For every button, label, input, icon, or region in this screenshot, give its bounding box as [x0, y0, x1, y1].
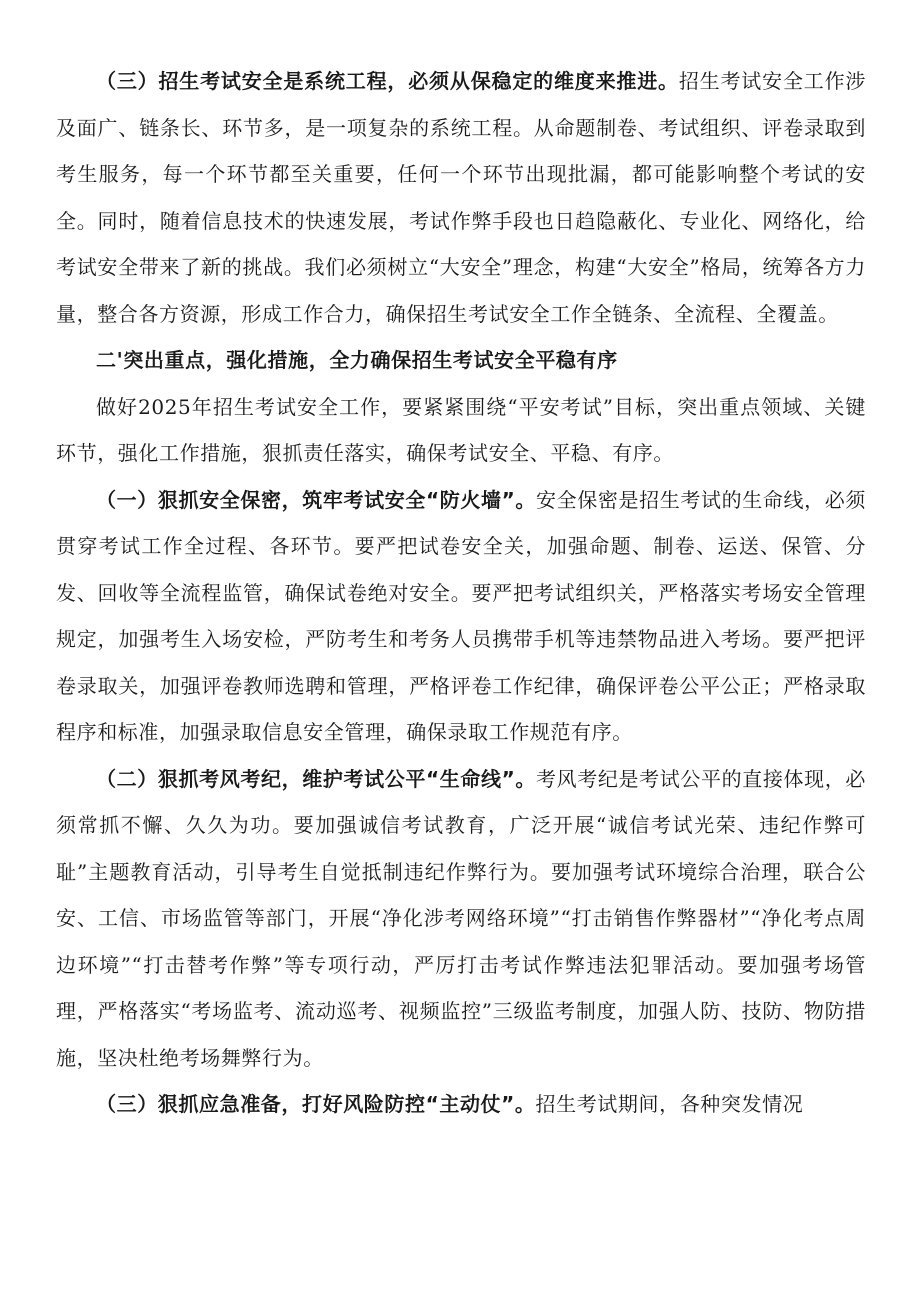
paragraph-lead: （二）狠抓考风考纪，维护考试公平“生命线”。 — [96, 766, 537, 791]
paragraph-lead: （三）狠抓应急准备，打好风险防控“主动仗”。 — [96, 1092, 536, 1116]
paragraph-body: 考风考纪是考试公平的直接体现，必须常抓不懈、久久为功。要加强诚信考试教育，广泛开展“诚信考试光荣、违纪作弊可耻”主题教育活动，引导考生自觉抵制违纪作弊行为。要加强考试环境综合治理，联合公安、工信、市场监管等部门，开展“净化涉考网络环境”“打击销售作弊器材”“净化考点周边环境”“打击替考作弊”等专项行动，严厉打击考试作弊违法犯罪活动。要加强考场管理，严格落实“考场监考、流动巡考、视频监控”三级监考制度，加强人防、技防、物防措施，坚决杜绝考场舞弊行为。 — [56, 766, 866, 1070]
paragraph-security-secrecy — [56, 477, 866, 756]
document-page — [56, 58, 866, 1128]
paragraph-body: 招生考试期间，各种突发情况 — [535, 1092, 804, 1116]
paragraph-lead: （一）狠抓安全保密，筑牢考试安全“防火墙”。 — [96, 487, 537, 512]
section-heading-2: 二'突出重点，强化措施，全力确保招生考试安全平稳有序 — [96, 348, 618, 372]
paragraph-lead: （三）招生考试安全是系统工程，必须从保稳定的维度来推进。 — [96, 69, 679, 93]
paragraph-emergency-preparedness — [56, 1081, 866, 1128]
paragraph-intro-2025 — [56, 384, 866, 477]
paragraph-body: 招生考试安全工作涉及面广、链条长、环节多，是一项复杂的系统工程。从命题制卷、考试组织、评卷录取到考生服务，每一个环节都至关重要，任何一个环节出现批漏，都可能影响整个考试的安全。同时，随着信息技术的快速发展，考试作弊手段也日趋隐蔽化、专业化、网络化，给考试安全带来了新的挑战。我们必须树立“大安全”理念，构建“大安全”格局，统筹各方力量，整合各方资源，形成工作合力，确保招生考试安全工作全链条、全流程、全覆盖。 — [56, 69, 866, 326]
paragraph-body: 做好2025年招生考试安全工作，要紧紧围绕“平安考试”目标，突出重点领域、关键环节，强化工作措施，狠抓责任落实，确保考试安全、平稳、有序。 — [56, 394, 866, 465]
paragraph-exam-discipline — [56, 756, 866, 1082]
paragraph-system-engineering — [56, 58, 866, 337]
paragraph-body: 安全保密是招生考试的生命线，必须贯穿考试工作全过程、各环节。要严把试卷安全关，加强命题、制卷、运送、保管、分发、回收等全流程监管，确保试卷绝对安全。要严把考试组织关，严格落实考场安全管理规定，加强考生入场安检，严防考生和考务人员携带手机等违禁物品进入考场。要严把评卷录取关，加强评卷教师选聘和管理，严格评卷工作纪律，确保评卷公平公正；严格录取程序和标准，加强录取信息安全管理，确保录取工作规范有序。 — [56, 487, 866, 744]
